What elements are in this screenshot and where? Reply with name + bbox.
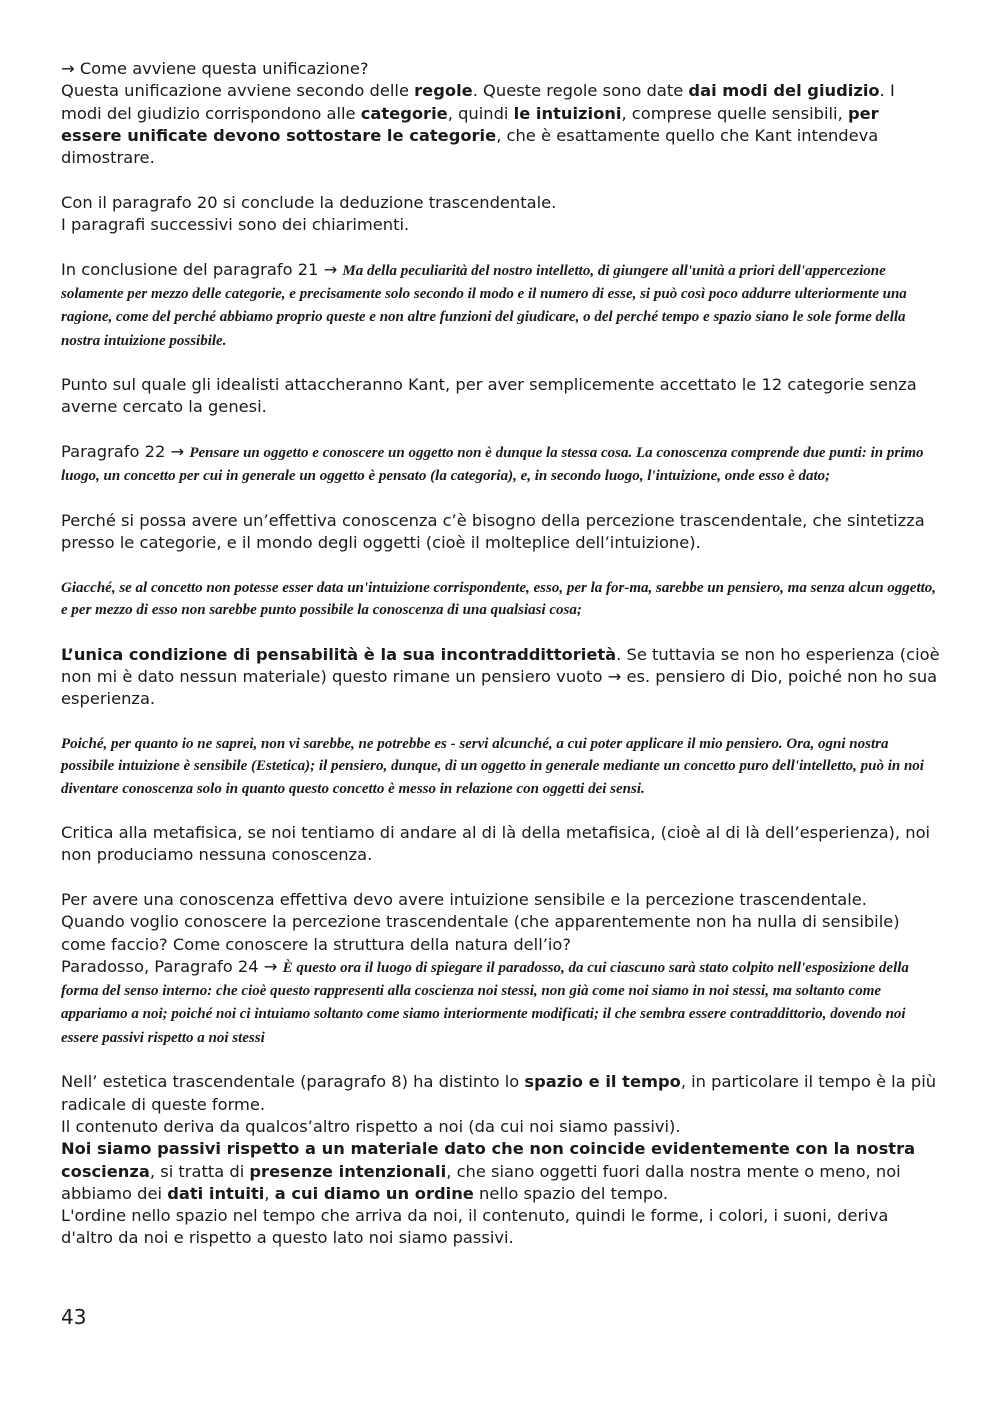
- paragraph-unificazione: Questa unificazione avviene secondo delle regole. Queste regole sono date dai modi del giudizio. I modi del giudizio corrispondono alle categorie, quindi le intuizioni, comprese quelle sensibili, per essere unificate devono sottostare le categorie, che è esattamente quello che Kant intendeva dimostrare.: [61, 81, 895, 168]
- paragraph-line: Il contenuto deriva da qualcos’altro rispetto a noi (da cui noi siamo passivi).: [61, 1116, 681, 1136]
- bold-text: dai modi del giudizio: [688, 81, 880, 101]
- paragraph-par22: Paragrafo 22 → Pensare un oggetto e conoscere un oggetto non è dunque la stessa cosa. La conoscenza comprende due punti: in primo luogo, un concetto per cui in generale un oggetto è pensato (la categoria), e, in secondo luogo, l'intuizione, onde esso è dato;: [61, 442, 924, 485]
- paragraph-line: L'ordine nello spazio nel tempo che arriva da noi, il contenuto, quindi le forme, i colori, i suoni, deriva d'altro da noi e rispetto a questo lato noi siamo passivi.: [61, 1206, 889, 1248]
- paragraph-estetica: Nell’ estetica trascendentale (paragrafo 8) ha distinto lo spazio e il tempo, in particolare il tempo è la più radicale di queste forme.: [61, 1072, 937, 1114]
- paragraph-metafisica: Critica alla metafisica, se noi tentiamo di andare al di là della metafisica, (cioè al di là dell’esperienza), noi non produciamo nessuna conoscenza.: [61, 823, 931, 865]
- paragraph-passivi: Noi siamo passivi rispetto a un materiale dato che non coincide evidentemente con la nostra coscienza, si tratta di presenze intenzionali, che siano oggetti fuori dalla nostra mente o meno, noi abbiamo dei dati intuiti, a cui diamo un ordine nello spazio del tempo.: [61, 1139, 916, 1203]
- bold-text: spazio e il tempo: [524, 1072, 681, 1092]
- paragraph-line: Per avere una conoscenza effettiva devo avere intuizione sensibile e la percezione trascendentale.: [61, 889, 867, 909]
- bold-text: a cui diamo un ordine: [274, 1183, 474, 1203]
- bold-text: Noi siamo passivi rispetto a un materiale dato che non coincide evidentemente con la nostra coscienza: [61, 1139, 916, 1181]
- paragraph-line: Quando voglio conoscere la percezione trascendentale (che apparentemente non ha nulla di sensibile) come faccio? Come conoscere la struttura della natura dell’io?: [61, 912, 900, 954]
- question-line: → Come avviene questa unificazione?: [61, 59, 369, 78]
- page-number: 43: [61, 1305, 87, 1329]
- bold-text: le intuizioni: [513, 103, 622, 123]
- bold-text: presenze intenzionali: [249, 1161, 447, 1181]
- bold-text: categorie: [360, 103, 448, 123]
- paragraph-line: I paragrafi successivi sono dei chiarimenti.: [61, 215, 410, 235]
- kant-quote: Ma della peculiarità del nostro intelletto, di giungere all'unità a priori dell'appercezione solamente per mezzo delle categorie, e precisamente solo secondo il modo e il numero di esse, si può così poco addurre ulteriormente una ragione, come del perché abbiamo proprio queste e non altre funzioni del giudicare, o del perché tempo e spazio siano le sole forme della nostra intuizione possibile.: [61, 262, 907, 349]
- kant-quote: Giacché, se al concetto non potesse esser data un'intuizione corrispondente, esso, per la for-ma, sarebbe un pensiero, ma senza alcun oggetto, e per mezzo di esso non sarebbe punto possibile la conoscenza di una qualsiasi cosa;: [61, 579, 937, 619]
- kant-quote: È questo ora il luogo di spiegare il paradosso, da cui ciascuno sarà stato colpito nell'esposizione della forma del senso interno: che cioè questo rappresenti alla coscienza noi stessi, non già come noi siamo in noi stessi, ma soltanto come appariamo a noi; poiché noi ci intuiamo soltanto come siamo interiormente modificati; il che sembra essere contraddittorio, dovendo noi essere passivi rispetto a noi stessi: [61, 959, 909, 1046]
- paragraph-par21: In conclusione del paragrafo 21 → Ma della peculiarità del nostro intelletto, di giungere all'unità a priori dell'appercezione solamente per mezzo delle categorie, e precisamente solo secondo il modo e il numero di esse, si può così poco addurre ulteriormente una ragione, come del perché abbiamo proprio queste e non altre funzioni del giudicare, o del perché tempo e spazio siano le sole forme della nostra intuizione possibile.: [61, 259, 907, 349]
- paragraph-par24: Paradosso, Paragrafo 24 → È questo ora il luogo di spiegare il paradosso, da cui ciascuno sarà stato colpito nell'esposizione della forma del senso interno: che cioè questo rappresenti alla coscienza noi stessi, non già come noi siamo in noi stessi, ma soltanto come appariamo a noi; poiché noi ci intuiamo soltanto come siamo interiormente modificati; il che sembra essere contraddittorio, dovendo noi essere passivi rispetto a noi stessi: [61, 956, 909, 1046]
- kant-quote: Pensare un oggetto e conoscere un oggetto non è dunque la stessa cosa. La conoscenza comprende due punti: in primo luogo, un concetto per cui in generale un oggetto è pensato (la categoria), e, in secondo luogo, l'intuizione, onde esso è dato;: [61, 445, 924, 485]
- paragraph-pensabilita: L’unica condizione di pensabilità è la sua incontraddittorietà. Se tuttavia se non ho esperienza (cioè non mi è dato nessun materiale) questo rimane un pensiero vuoto → es. pensiero di Dio, poiché non ho sua esperienza.: [61, 644, 940, 709]
- bold-text: per essere unificate devono sottostare le categorie: [61, 103, 879, 145]
- kant-quote: Poiché, per quanto io ne saprei, non vi sarebbe, ne potrebbe es - servi alcunché, a cui poter applicare il mio pensiero. Ora, ogni nostra possibile intuizione è sensibile (Estetica); il pensiero, dunque, di un oggetto in generale mediante un concetto puro dell'intelletto, può in noi diventare conoscenza solo in quanto questo concetto è messo in relazione con oggetti dei sensi.: [61, 735, 924, 797]
- bold-text: regole: [414, 81, 473, 101]
- paragraph-line: Con il paragrafo 20 si conclude la deduzione trascendentale.: [61, 192, 557, 212]
- paragraph-conoscenza: Perché si possa avere un’effettiva conoscenza c’è bisogno della percezione trascendentale, che sintetizza presso le categorie, e il mondo degli oggetti (cioè il molteplice dell’intuizione).: [61, 510, 925, 553]
- bold-text: dati intuiti: [167, 1183, 265, 1203]
- paragraph-idealisti: Punto sul quale gli idealisti attaccheranno Kant, per aver semplicemente accettato le 12 categorie senza averne cercato la genesi.: [61, 375, 917, 417]
- bold-text: L’unica condizione di pensabilità è la sua incontraddittorietà: [61, 644, 617, 664]
